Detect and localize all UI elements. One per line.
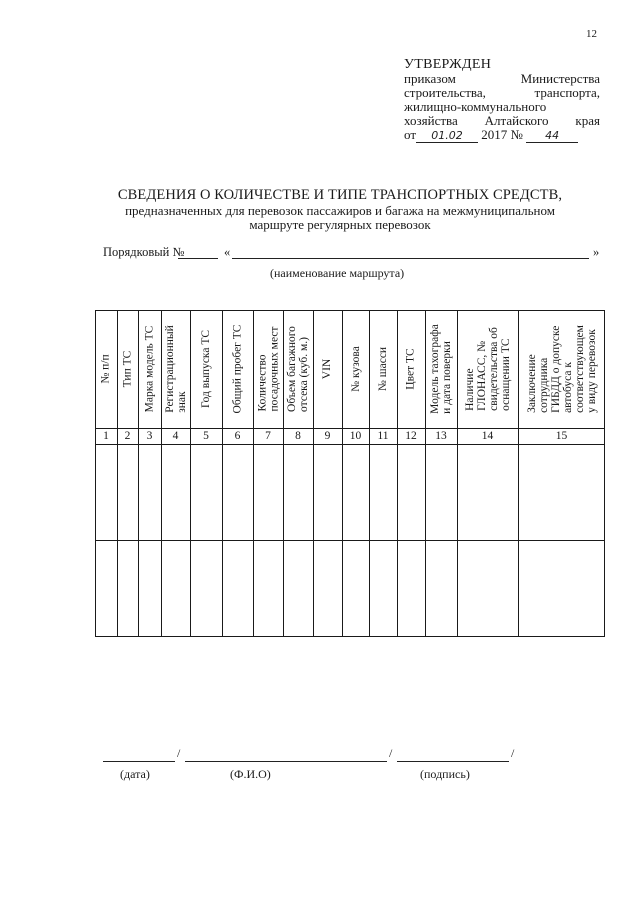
table-column-number: 11 (377, 430, 389, 442)
table-header-line: соответствующем (573, 325, 586, 413)
route-line (103, 245, 600, 261)
title-line-2: предназначенных для перевозок пассажиров и багажа на межмуниципальном (125, 203, 555, 218)
date-caption: (дата) (120, 767, 150, 781)
table-column-number: 13 (435, 430, 447, 442)
table-header-line: отсека (куб. м.) (298, 336, 311, 412)
approval-title: УТВЕРЖДЕН (404, 57, 492, 72)
table-header-line: ГЛОНАСС, № (475, 340, 488, 411)
approval-date-prefix: от (404, 127, 417, 142)
table-header-line: Цвет ТС (405, 348, 417, 390)
table-header-text (200, 330, 212, 408)
table-column-number: 1 (103, 430, 109, 442)
signature-slash: / (389, 746, 393, 760)
table-header-line: Заключение (525, 354, 538, 413)
table-header-cell (342, 310, 369, 428)
table-header-line: № кузова (349, 346, 362, 392)
table-header-line: Объем багажного (286, 326, 299, 412)
table-header-cell (283, 310, 313, 428)
table-header-cell (138, 310, 161, 428)
approval-year: 2017 № (481, 127, 523, 142)
approval-block (404, 58, 600, 143)
table-header-text (405, 348, 417, 389)
table-header-cell (369, 310, 397, 428)
table-header-line: Регистрационный (163, 325, 176, 413)
table-header-line: сотрудника (537, 357, 550, 413)
route-caption: (наименование маршрута) (270, 266, 405, 280)
table-header-cell (313, 310, 342, 428)
table-column-number: 8 (295, 430, 301, 442)
route-number-label: Порядковый № (103, 245, 185, 259)
approval-line: жилищно-коммунального (404, 99, 547, 114)
table-header-line: VIN (321, 358, 334, 380)
approval-line: приказом Министерства (404, 71, 600, 86)
document-title (90, 187, 590, 232)
table-header-text (377, 347, 389, 391)
route-quote-open: « (224, 245, 231, 259)
table-column-number: 14 (481, 430, 494, 442)
table-header-text (321, 359, 333, 379)
table-column-number: 10 (349, 430, 362, 442)
date-blank (103, 748, 175, 762)
table-header-text (464, 327, 512, 411)
approval-date-handwritten: 01.02 (416, 129, 478, 143)
table-header-cell (397, 310, 425, 428)
table-column-number: 5 (203, 430, 209, 442)
route-number-blank (178, 245, 218, 259)
table-header-line: ГИБДД о допуске (549, 325, 562, 413)
table-header-cell (190, 310, 222, 428)
signature-line (103, 748, 523, 766)
table-header-cell (95, 310, 117, 428)
table-header-line: автобуса к (561, 362, 574, 413)
table-column-number: 3 (146, 430, 153, 442)
table-header-line: № п/п (100, 354, 113, 384)
table-column-number: 15 (555, 430, 568, 442)
table-header-line: знак (175, 391, 188, 413)
signature-slash: / (511, 746, 515, 760)
table-header-line: посадочных мест (268, 326, 280, 412)
table-header-cell (518, 310, 605, 428)
table-header-text (232, 325, 244, 414)
approval-date-line (404, 128, 600, 143)
table-column-number: 7 (265, 430, 271, 442)
table-header-text (429, 324, 453, 414)
table-header-cell (161, 310, 190, 428)
sign-blank (397, 748, 509, 762)
table-header-cell (253, 310, 283, 428)
table-header-line: Тип ТС (121, 350, 134, 388)
table-header-cell (222, 310, 253, 428)
table-header-line: Количество (256, 354, 268, 412)
title-line-3: маршруте регулярных перевозок (249, 217, 431, 232)
route-quote-close: » (593, 245, 600, 259)
table-header-line: оснащении ТС (499, 338, 512, 411)
table-header-text (526, 325, 598, 413)
table-header-text (350, 346, 362, 392)
table-header-line: и дата поверки (441, 341, 454, 414)
table-header-line: Общий пробег ТС (231, 324, 244, 414)
table-header-line: Модель тахографа (429, 324, 442, 414)
approval-line: строительства, транспорта, (404, 85, 600, 100)
table-header-line: Год выпуска ТС (200, 329, 213, 409)
table-header-cell (457, 310, 518, 428)
table-header-line: № шасси (377, 346, 390, 392)
table-column-number: 6 (234, 430, 241, 442)
table-header-text (122, 351, 134, 388)
table-column-number: 9 (324, 430, 331, 442)
table-header-line: Наличие (463, 368, 476, 411)
approval-number-handwritten: 44 (526, 129, 578, 143)
table-header-text (100, 354, 112, 383)
table-header-line: у виду перевозок (585, 329, 598, 413)
title-line-1: СВЕДЕНИЯ О КОЛИЧЕСТВЕ И ТИПЕ ТРАНСПОРТНЫХ СРЕДСТВ, (117, 187, 563, 203)
approval-line: хозяйства Алтайского края (404, 113, 600, 128)
table-header-text (286, 326, 310, 412)
vehicle-table (95, 310, 605, 660)
table-header-cell (117, 310, 138, 428)
page-number: 12 (586, 28, 597, 40)
table-header-line: Марка модель ТС (143, 325, 156, 413)
table-header-text (164, 325, 188, 413)
name-caption: (Ф.И.О) (230, 767, 271, 781)
sign-caption: (подпись) (420, 767, 470, 781)
table-column-number: 2 (124, 430, 131, 442)
table-header-text (256, 327, 280, 412)
table-column-number: 12 (405, 430, 417, 442)
table-header-line: свидетельства об (487, 327, 500, 411)
table-column-number: 4 (172, 430, 179, 442)
signature-slash: / (177, 746, 181, 760)
table-header-text (144, 326, 156, 413)
table-header-cell (425, 310, 457, 428)
name-blank (185, 748, 387, 762)
route-name-blank (232, 245, 589, 259)
